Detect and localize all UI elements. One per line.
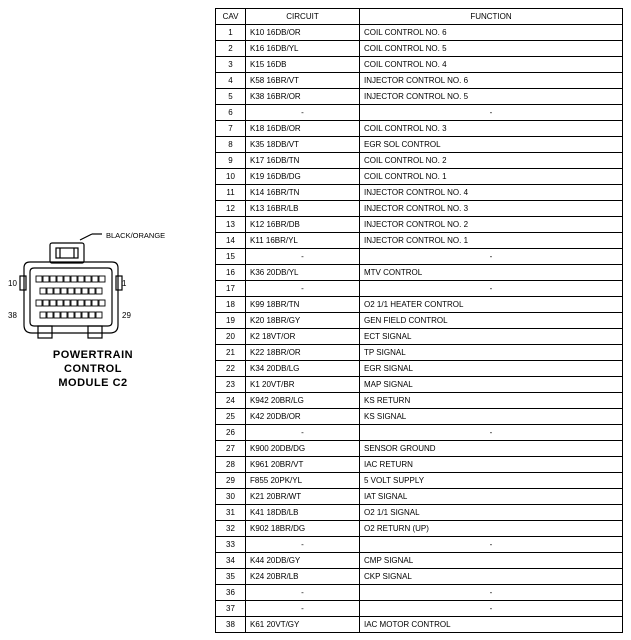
header-circuit: CIRCUIT bbox=[246, 9, 360, 25]
function-cell: - bbox=[360, 601, 623, 617]
circuit-cell: F855 20PK/YL bbox=[246, 473, 360, 489]
cav-cell: 24 bbox=[216, 393, 246, 409]
function-cell: O2 1/1 SIGNAL bbox=[360, 505, 623, 521]
circuit-cell: - bbox=[246, 537, 360, 553]
circuit-cell: K36 20DB/YL bbox=[246, 265, 360, 281]
table-row bbox=[216, 217, 623, 233]
function-cell: MAP SIGNAL bbox=[360, 377, 623, 393]
function-cell: COIL CONTROL NO. 6 bbox=[360, 25, 623, 41]
circuit-cell: K58 16BR/VT bbox=[246, 73, 360, 89]
function-cell: IAC RETURN bbox=[360, 457, 623, 473]
circuit-cell: K34 20DB/LG bbox=[246, 361, 360, 377]
header-cav: CAV bbox=[216, 9, 246, 25]
cav-cell: 29 bbox=[216, 473, 246, 489]
function-cell: EGR SIGNAL bbox=[360, 361, 623, 377]
cav-cell: 3 bbox=[216, 57, 246, 73]
table-row bbox=[216, 521, 623, 537]
cav-cell: 33 bbox=[216, 537, 246, 553]
table-row bbox=[216, 41, 623, 57]
function-cell: COIL CONTROL NO. 3 bbox=[360, 121, 623, 137]
table-row bbox=[216, 441, 623, 457]
function-cell: INJECTOR CONTROL NO. 3 bbox=[360, 201, 623, 217]
cav-cell: 16 bbox=[216, 265, 246, 281]
circuit-cell: K18 16DB/OR bbox=[246, 121, 360, 137]
pin-label-38: 38 bbox=[8, 311, 17, 320]
circuit-cell: K13 16BR/LB bbox=[246, 201, 360, 217]
cav-cell: 35 bbox=[216, 569, 246, 585]
cav-cell: 37 bbox=[216, 601, 246, 617]
function-cell: - bbox=[360, 281, 623, 297]
table-row bbox=[216, 201, 623, 217]
circuit-cell: - bbox=[246, 585, 360, 601]
cav-cell: 21 bbox=[216, 345, 246, 361]
function-cell: KS SIGNAL bbox=[360, 409, 623, 425]
circuit-cell: K44 20DB/GY bbox=[246, 553, 360, 569]
circuit-cell: K902 18BR/DG bbox=[246, 521, 360, 537]
function-cell: CKP SIGNAL bbox=[360, 569, 623, 585]
function-cell: INJECTOR CONTROL NO. 4 bbox=[360, 185, 623, 201]
function-cell: TP SIGNAL bbox=[360, 345, 623, 361]
circuit-cell: K2 18VT/OR bbox=[246, 329, 360, 345]
circuit-cell: K61 20VT/GY bbox=[246, 617, 360, 633]
cav-cell: 20 bbox=[216, 329, 246, 345]
circuit-cell: K15 16DB bbox=[246, 57, 360, 73]
circuit-cell: K17 16DB/TN bbox=[246, 153, 360, 169]
cav-cell: 7 bbox=[216, 121, 246, 137]
function-cell: SENSOR GROUND bbox=[360, 441, 623, 457]
table-row bbox=[216, 569, 623, 585]
circuit-cell: K11 16BR/YL bbox=[246, 233, 360, 249]
function-cell: GEN FIELD CONTROL bbox=[360, 313, 623, 329]
table-row bbox=[216, 489, 623, 505]
circuit-cell: K38 16BR/OR bbox=[246, 89, 360, 105]
cav-cell: 36 bbox=[216, 585, 246, 601]
circuit-cell: K24 20BR/LB bbox=[246, 569, 360, 585]
cav-cell: 8 bbox=[216, 137, 246, 153]
table-row bbox=[216, 505, 623, 521]
pin-label-10: 10 bbox=[8, 279, 17, 288]
table-row bbox=[216, 249, 623, 265]
pin-label-29: 29 bbox=[122, 311, 131, 320]
cav-cell: 13 bbox=[216, 217, 246, 233]
function-cell: COIL CONTROL NO. 5 bbox=[360, 41, 623, 57]
function-cell: 5 VOLT SUPPLY bbox=[360, 473, 623, 489]
table-header-row bbox=[216, 9, 623, 25]
connector-caption bbox=[18, 348, 168, 390]
table-row bbox=[216, 313, 623, 329]
caption-line-1: POWERTRAIN bbox=[52, 349, 134, 361]
cav-cell: 26 bbox=[216, 425, 246, 441]
cav-cell: 30 bbox=[216, 489, 246, 505]
function-cell: - bbox=[360, 425, 623, 441]
table-row bbox=[216, 425, 623, 441]
table-row bbox=[216, 169, 623, 185]
cav-cell: 15 bbox=[216, 249, 246, 265]
circuit-cell: - bbox=[246, 105, 360, 121]
function-cell: INJECTOR CONTROL NO. 5 bbox=[360, 89, 623, 105]
function-cell: CMP SIGNAL bbox=[360, 553, 623, 569]
table-row bbox=[216, 265, 623, 281]
cav-cell: 6 bbox=[216, 105, 246, 121]
circuit-cell: K1 20VT/BR bbox=[246, 377, 360, 393]
table-row bbox=[216, 601, 623, 617]
circuit-cell: K99 18BR/TN bbox=[246, 297, 360, 313]
table-row bbox=[216, 361, 623, 377]
circuit-cell: - bbox=[246, 281, 360, 297]
function-cell: COIL CONTROL NO. 1 bbox=[360, 169, 623, 185]
table-row bbox=[216, 297, 623, 313]
function-cell: - bbox=[360, 537, 623, 553]
cav-cell: 32 bbox=[216, 521, 246, 537]
cav-cell: 27 bbox=[216, 441, 246, 457]
circuit-cell: K35 18DB/VT bbox=[246, 137, 360, 153]
cav-cell: 17 bbox=[216, 281, 246, 297]
cav-cell: 4 bbox=[216, 73, 246, 89]
function-cell: KS RETURN bbox=[360, 393, 623, 409]
function-cell: O2 1/1 HEATER CONTROL bbox=[360, 297, 623, 313]
table-row bbox=[216, 25, 623, 41]
table-row bbox=[216, 153, 623, 169]
cav-cell: 2 bbox=[216, 41, 246, 57]
cav-cell: 22 bbox=[216, 361, 246, 377]
function-cell: INJECTOR CONTROL NO. 6 bbox=[360, 73, 623, 89]
function-cell: INJECTOR CONTROL NO. 1 bbox=[360, 233, 623, 249]
cav-cell: 1 bbox=[216, 25, 246, 41]
circuit-cell: K20 18BR/GY bbox=[246, 313, 360, 329]
cav-cell: 18 bbox=[216, 297, 246, 313]
table-row bbox=[216, 585, 623, 601]
table-row bbox=[216, 233, 623, 249]
cav-cell: 11 bbox=[216, 185, 246, 201]
table-row bbox=[216, 617, 623, 633]
circuit-cell: K21 20BR/WT bbox=[246, 489, 360, 505]
function-cell: - bbox=[360, 249, 623, 265]
circuit-cell: - bbox=[246, 249, 360, 265]
table-row bbox=[216, 377, 623, 393]
cav-cell: 14 bbox=[216, 233, 246, 249]
circuit-cell: K16 16DB/YL bbox=[246, 41, 360, 57]
circuit-cell: K41 18DB/LB bbox=[246, 505, 360, 521]
circuit-cell: K942 20BR/LG bbox=[246, 393, 360, 409]
circuit-cell: - bbox=[246, 425, 360, 441]
cav-cell: 34 bbox=[216, 553, 246, 569]
circuit-cell: K12 16BR/DB bbox=[246, 217, 360, 233]
circuit-cell: K19 16DB/DG bbox=[246, 169, 360, 185]
cav-cell: 28 bbox=[216, 457, 246, 473]
caption-line-2: CONTROL bbox=[64, 363, 122, 375]
table-row bbox=[216, 105, 623, 121]
function-cell: IAT SIGNAL bbox=[360, 489, 623, 505]
circuit-cell: K14 16BR/TN bbox=[246, 185, 360, 201]
table-row bbox=[216, 185, 623, 201]
function-cell: - bbox=[360, 105, 623, 121]
circuit-cell: K42 20DB/OR bbox=[246, 409, 360, 425]
function-cell: INJECTOR CONTROL NO. 2 bbox=[360, 217, 623, 233]
cav-cell: 31 bbox=[216, 505, 246, 521]
function-cell: MTV CONTROL bbox=[360, 265, 623, 281]
cav-cell: 23 bbox=[216, 377, 246, 393]
table-row bbox=[216, 121, 623, 137]
table-row bbox=[216, 345, 623, 361]
table-row bbox=[216, 89, 623, 105]
function-cell: COIL CONTROL NO. 4 bbox=[360, 57, 623, 73]
pin-label-1: 1 bbox=[122, 279, 127, 288]
cav-cell: 19 bbox=[216, 313, 246, 329]
table-row bbox=[216, 473, 623, 489]
table-row bbox=[216, 57, 623, 73]
table-row bbox=[216, 409, 623, 425]
connector-cavity-grid bbox=[36, 276, 105, 318]
caption-line-3: MODULE C2 bbox=[58, 377, 128, 389]
function-cell: EGR SOL CONTROL bbox=[360, 137, 623, 153]
table-row bbox=[216, 281, 623, 297]
wire-color-label: BLACK/ORANGE bbox=[106, 231, 166, 240]
table-row bbox=[216, 137, 623, 153]
table-row bbox=[216, 393, 623, 409]
cav-cell: 10 bbox=[216, 169, 246, 185]
table-row bbox=[216, 553, 623, 569]
table-row bbox=[216, 329, 623, 345]
header-function: FUNCTION bbox=[360, 9, 623, 25]
table-row bbox=[216, 457, 623, 473]
circuit-cell: - bbox=[246, 601, 360, 617]
function-cell: IAC MOTOR CONTROL bbox=[360, 617, 623, 633]
function-cell: - bbox=[360, 585, 623, 601]
table-row bbox=[216, 73, 623, 89]
function-cell: COIL CONTROL NO. 2 bbox=[360, 153, 623, 169]
function-cell: ECT SIGNAL bbox=[360, 329, 623, 345]
circuit-cell: K961 20BR/VT bbox=[246, 457, 360, 473]
cav-cell: 5 bbox=[216, 89, 246, 105]
circuit-cell: K22 18BR/OR bbox=[246, 345, 360, 361]
table-row bbox=[216, 537, 623, 553]
cav-cell: 12 bbox=[216, 201, 246, 217]
circuit-cell: K900 20DB/DG bbox=[246, 441, 360, 457]
cav-cell: 9 bbox=[216, 153, 246, 169]
cav-cell: 25 bbox=[216, 409, 246, 425]
pinout-table bbox=[215, 8, 623, 633]
function-cell: O2 RETURN (UP) bbox=[360, 521, 623, 537]
circuit-cell: K10 16DB/OR bbox=[246, 25, 360, 41]
cav-cell: 38 bbox=[216, 617, 246, 633]
